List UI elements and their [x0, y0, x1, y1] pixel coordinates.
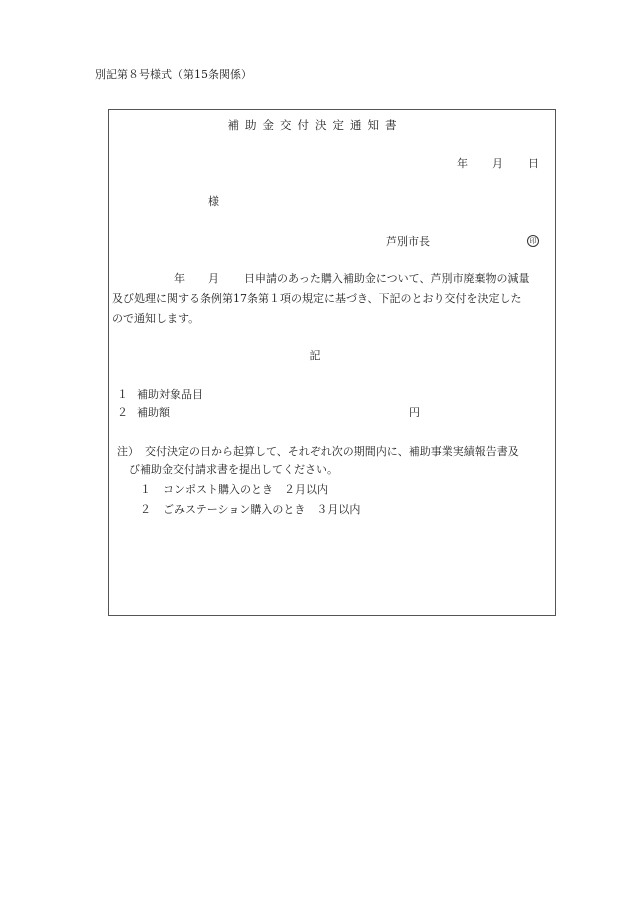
item-number: １ [117, 388, 128, 401]
item-label-amount: 補助額 [137, 406, 170, 419]
document-title: 補助金交付決定通知書 [227, 118, 403, 132]
recipient-honorific: 様 [208, 195, 219, 208]
issuer-name: 芦別市長 [386, 235, 430, 248]
body-line-3: ので通知します。 [112, 312, 200, 325]
amount-unit: 円 [409, 406, 420, 419]
body-line-2: 及び処理に関する条例第17条第１項の規定に基づき、下記のとおり交付を決定した [112, 292, 522, 305]
item-number: ２ [117, 406, 128, 419]
item-label-target-goods: 補助対象品目 [137, 388, 203, 401]
body-year-label: 年 [174, 272, 185, 285]
ki-heading: 記 [309, 349, 321, 362]
note-subitem-garbage-station: ごみステーション購入のとき ３月以内 [163, 503, 361, 516]
note-line-2: び補助金交付請求書を提出してください。 [129, 463, 338, 476]
seal-icon: 印 [527, 235, 539, 247]
note-subitem-compost: コンポスト購入のとき ２月以内 [163, 483, 328, 496]
body-line-1: 日申請のあった購入補助金について、芦別市廃棄物の減量 [244, 272, 530, 285]
body-month-label: 月 [208, 272, 219, 285]
note-subitem-number: ２ [140, 503, 151, 516]
note-subitem-number: １ [140, 483, 151, 496]
date-year-label: 年 [457, 157, 468, 170]
date-month-label: 月 [492, 157, 503, 170]
note-heading: 注） [117, 445, 139, 458]
note-line-1: 交付決定の日から起算して、それぞれ次の期間内に、補助事業実績報告書及 [145, 445, 519, 458]
notice-frame [108, 109, 556, 616]
date-day-label: 日 [528, 157, 539, 170]
form-reference: 別記第８号様式（第15条関係） [95, 68, 252, 81]
